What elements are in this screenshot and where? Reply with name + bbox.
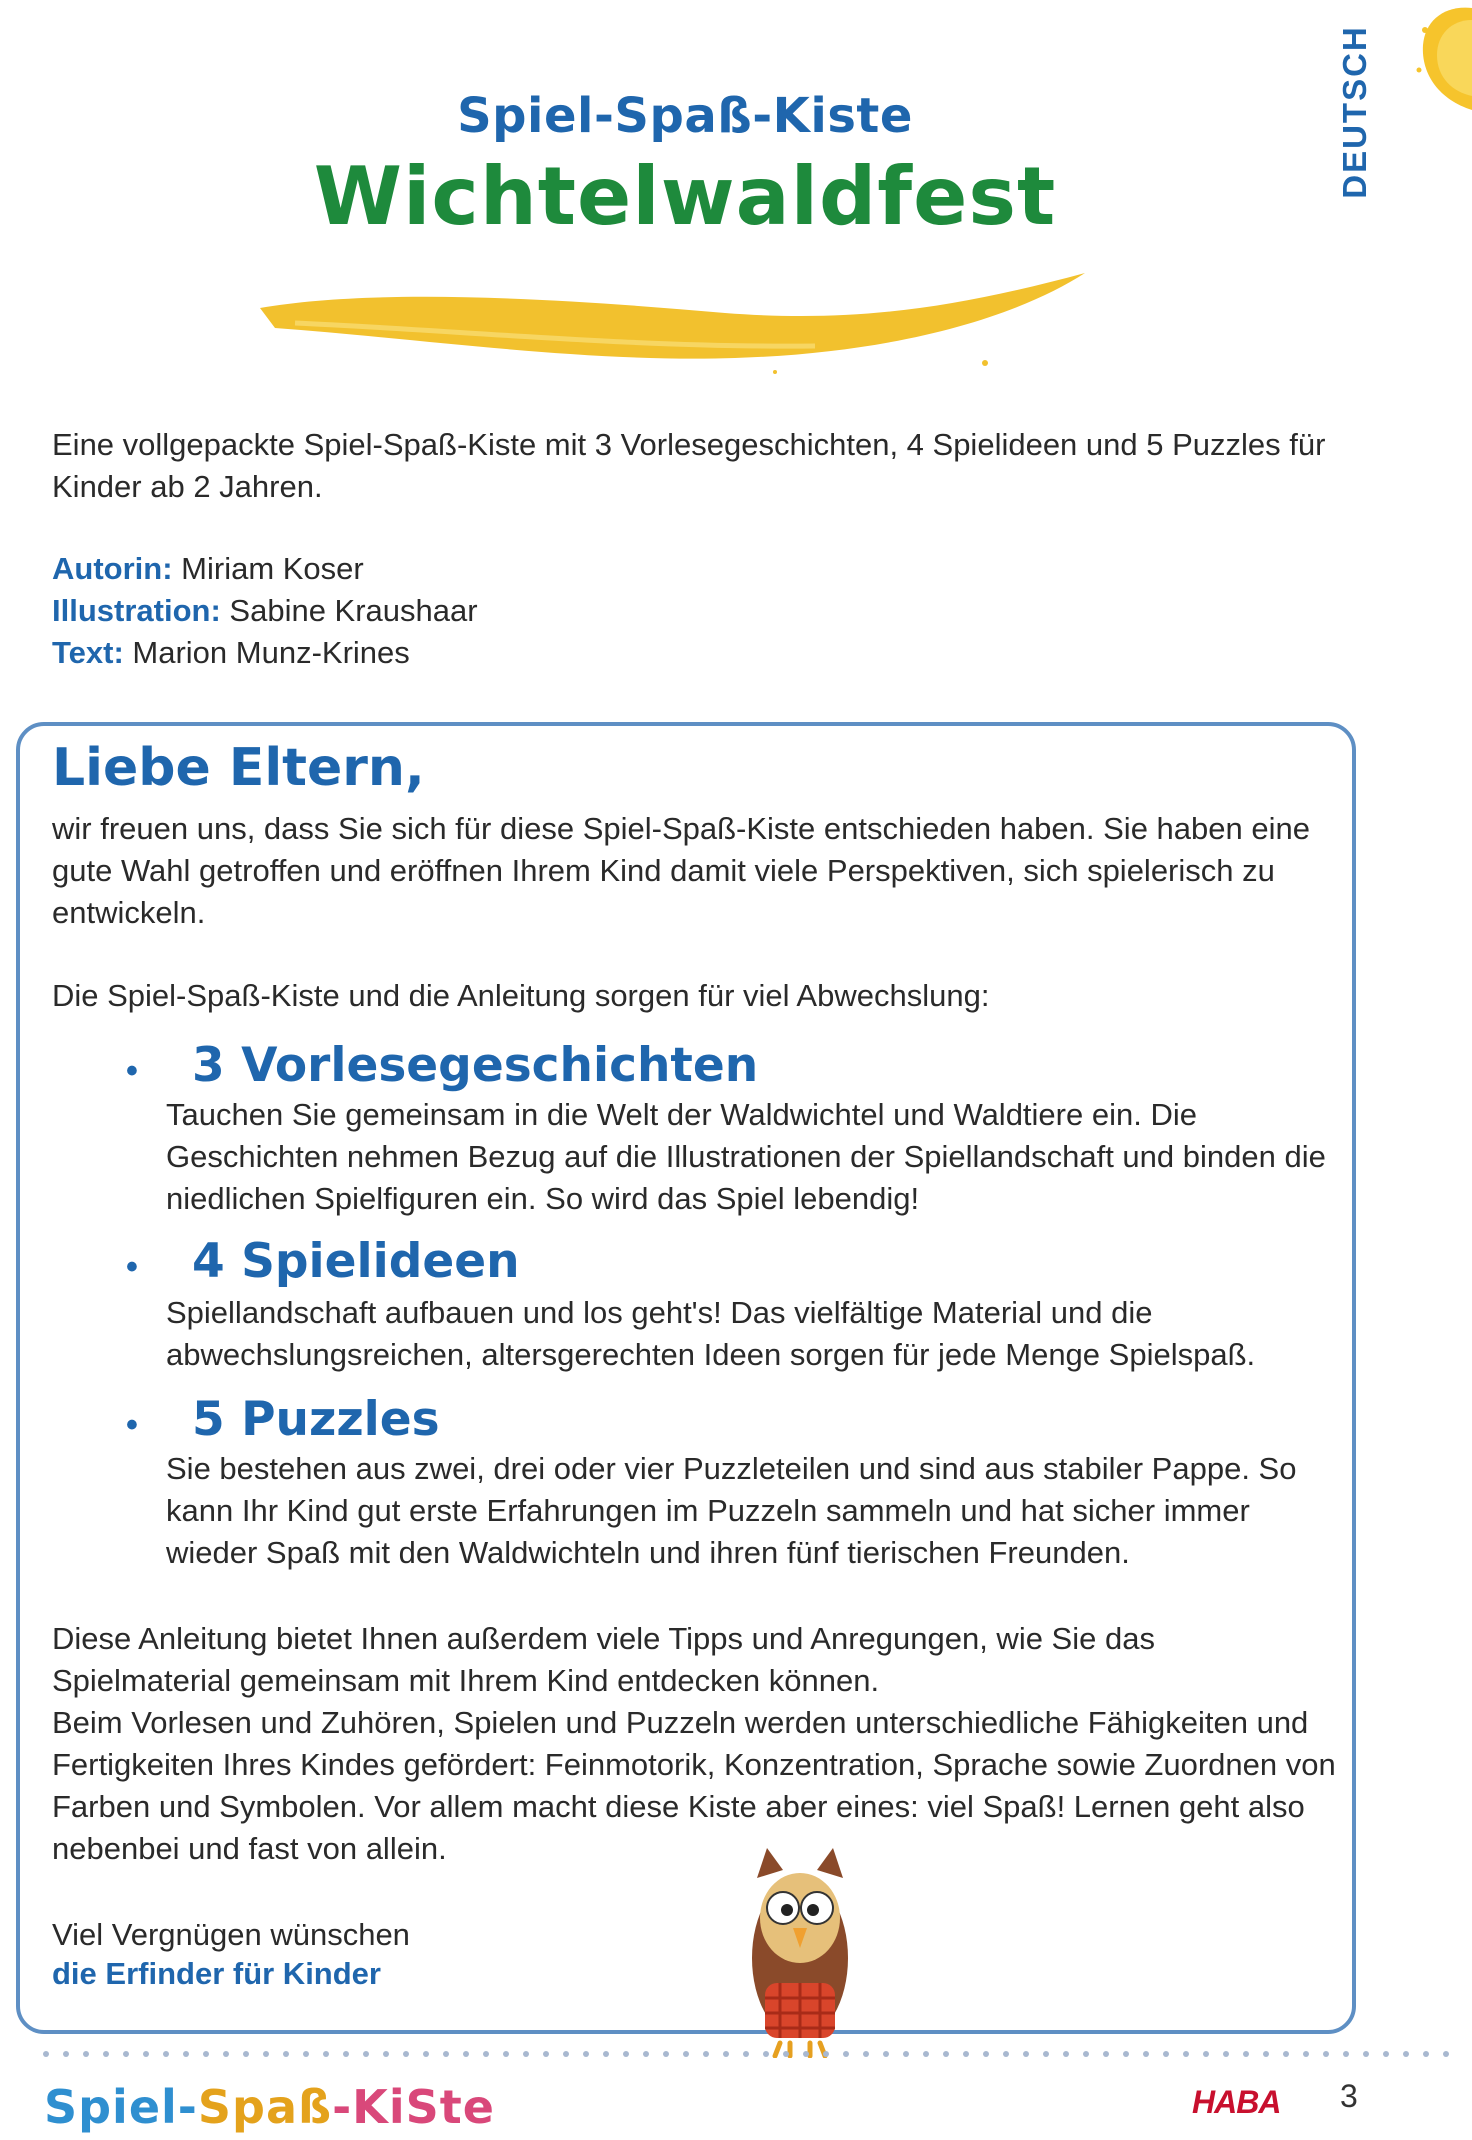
credit-value: Miriam Koser (181, 551, 364, 586)
letter-paragraph: Diese Anleitung bietet Ihnen außerdem viele Tipps und Anregungen, wie Sie das Spielmaterial gemeinsam mit Ihrem Kind entdecken können. (52, 1621, 1155, 1698)
letter-signature: die Erfinder für Kinder (52, 1956, 381, 1991)
bullet-dot: • (126, 1248, 138, 1286)
intro-description: Eine vollgepackte Spiel-Spaß-Kiste mit 3 Vorlesegeschichten, 4 Spielideen und 5 Puzzles für Kinder ab 2 Jahren. (52, 427, 1326, 504)
credits-list (52, 548, 952, 674)
credit-row (52, 590, 952, 632)
page-number: 3 (1340, 2078, 1358, 2114)
credit-value: Marion Munz-Krines (132, 635, 410, 670)
bullet-text: Spiellandschaft aufbauen und los geht's! Das vielfältige Material und die abwechslungsreichen, altersgerechten Ideen sorgen für jede Menge Spielspaß. (166, 1295, 1256, 1372)
spiel-spass-kiste-logo (44, 2080, 495, 2134)
logo-part: Spaß (197, 2080, 333, 2134)
bullet-heading: 5 Puzzles (192, 1392, 440, 1447)
language-label: DEUTSCH (1336, 25, 1373, 199)
credit-label: Text: (52, 635, 124, 670)
bullet-text: Tauchen Sie gemeinsam in die Welt der Waldwichtel und Waldtiere ein. Die Geschichten nehmen Bezug auf die Illustrationen der Spiellandschaft und binden die niedlichen Spielfiguren ein. So wird das Spiel lebendig! (166, 1097, 1326, 1216)
haba-logo: HABA (1192, 2084, 1281, 2120)
credit-row (52, 632, 952, 674)
credit-label: Autorin: (52, 551, 173, 586)
bullet-dot: • (126, 1406, 138, 1444)
sun-illustration (1385, 0, 1472, 140)
page-title: Wichtelwaldfest (313, 150, 1057, 243)
credit-label: Illustration: (52, 593, 221, 628)
product-series-title: Spiel-Spaß-Kiste (457, 88, 913, 144)
logo-part: -KiSte (332, 2080, 495, 2134)
logo-part: Spiel- (44, 2080, 198, 2134)
bullet-heading: 3 Vorlesegeschichten (192, 1038, 759, 1093)
bullet-dot: • (126, 1052, 138, 1090)
letter-closing: Viel Vergnügen wünschen (52, 1917, 410, 1952)
bullet-text: Sie bestehen aus zwei, drei oder vier Puzzleteilen und sind aus stabiler Pappe. So kann Ihr Kind gut erste Erfahrungen im Puzzeln sammeln und hat sicher immer wieder Spaß mit den Waldwichteln und ihren fünf tierischen Freunden. (166, 1451, 1297, 1570)
letter-paragraph: wir freuen uns, dass Sie sich für diese Spiel-Spaß-Kiste entschieden haben. Sie haben eine gute Wahl getroffen und eröffnen Ihrem Kind damit viele Perspektiven, sich spielerisch zu entwickeln. (52, 811, 1310, 930)
letter-paragraph: Die Spiel-Spaß-Kiste und die Anleitung sorgen für viel Abwechslung: (52, 978, 990, 1013)
owl-illustration (735, 1838, 865, 2058)
letter-paragraph: Beim Vorlesen und Zuhören, Spielen und Puzzeln werden unterschiedliche Fähigkeiten und Fertigkeiten Ihres Kindes gefördert: Feinmotorik, Konzentration, Sprache sowie Zuordnen von Farben und Symbolen. Vor allem macht diese Kiste aber eines: viel Spaß! Lernen geht also nebenbei und fast von allein. (52, 1705, 1336, 1866)
yellow-brush-stroke (255, 268, 1100, 378)
dotted-divider (40, 2048, 1460, 2060)
credit-row (52, 548, 952, 590)
credit-value: Sabine Kraushaar (229, 593, 478, 628)
letter-greeting: Liebe Eltern, (52, 738, 425, 798)
bullet-heading: 4 Spielideen (192, 1234, 520, 1289)
